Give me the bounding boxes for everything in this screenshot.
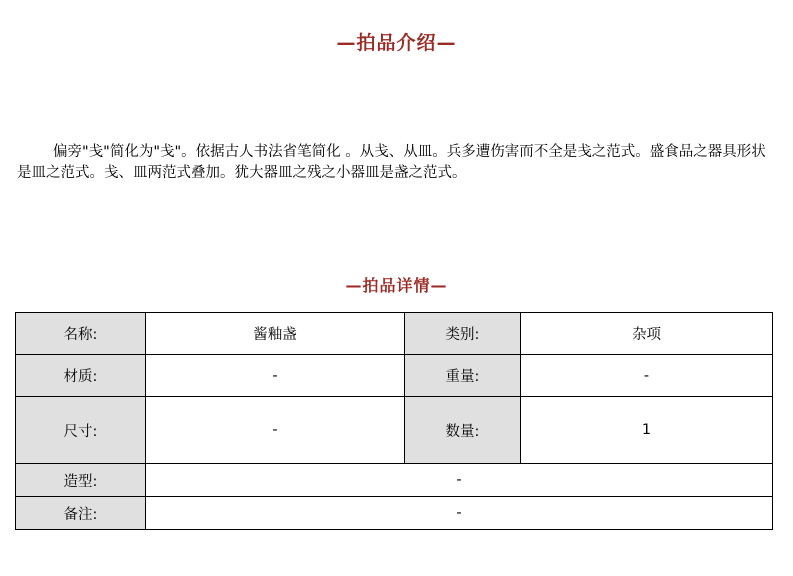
weight-value: - <box>521 355 773 397</box>
table-row-size <box>16 397 773 464</box>
intro-section-title: —拍品介绍— <box>336 32 457 54</box>
remarks-label: 备注: <box>16 497 146 530</box>
intro-paragraph: 偏旁"戋"简化为"戋"。依据古人书法省笔简化 。从戋、从皿。兵多遭伤害而不全是戋之范式。盛食品之器具形状是皿之范式。戋、皿两范式叠加。犹大器皿之残之小器皿是盏之范式。 <box>17 144 766 181</box>
remarks-value: - <box>146 497 773 530</box>
table-row-material <box>16 355 773 397</box>
table-row-shape <box>16 464 773 497</box>
details-section-title: —拍品详情— <box>345 276 448 295</box>
category-value: 杂项 <box>521 313 773 355</box>
name-value: 酱釉盏 <box>146 313 405 355</box>
table-row-remarks <box>16 497 773 530</box>
size-label: 尺寸: <box>16 397 146 464</box>
shape-label: 造型: <box>16 464 146 497</box>
details-table <box>15 312 773 530</box>
table-row-name <box>16 313 773 355</box>
material-value: - <box>146 355 405 397</box>
material-label: 材质: <box>16 355 146 397</box>
name-label: 名称: <box>16 313 146 355</box>
size-value: - <box>146 397 405 464</box>
quantity-label: 数量: <box>405 397 521 464</box>
category-label: 类别: <box>405 313 521 355</box>
shape-value: - <box>146 464 773 497</box>
weight-label: 重量: <box>405 355 521 397</box>
quantity-value: 1 <box>521 397 773 464</box>
